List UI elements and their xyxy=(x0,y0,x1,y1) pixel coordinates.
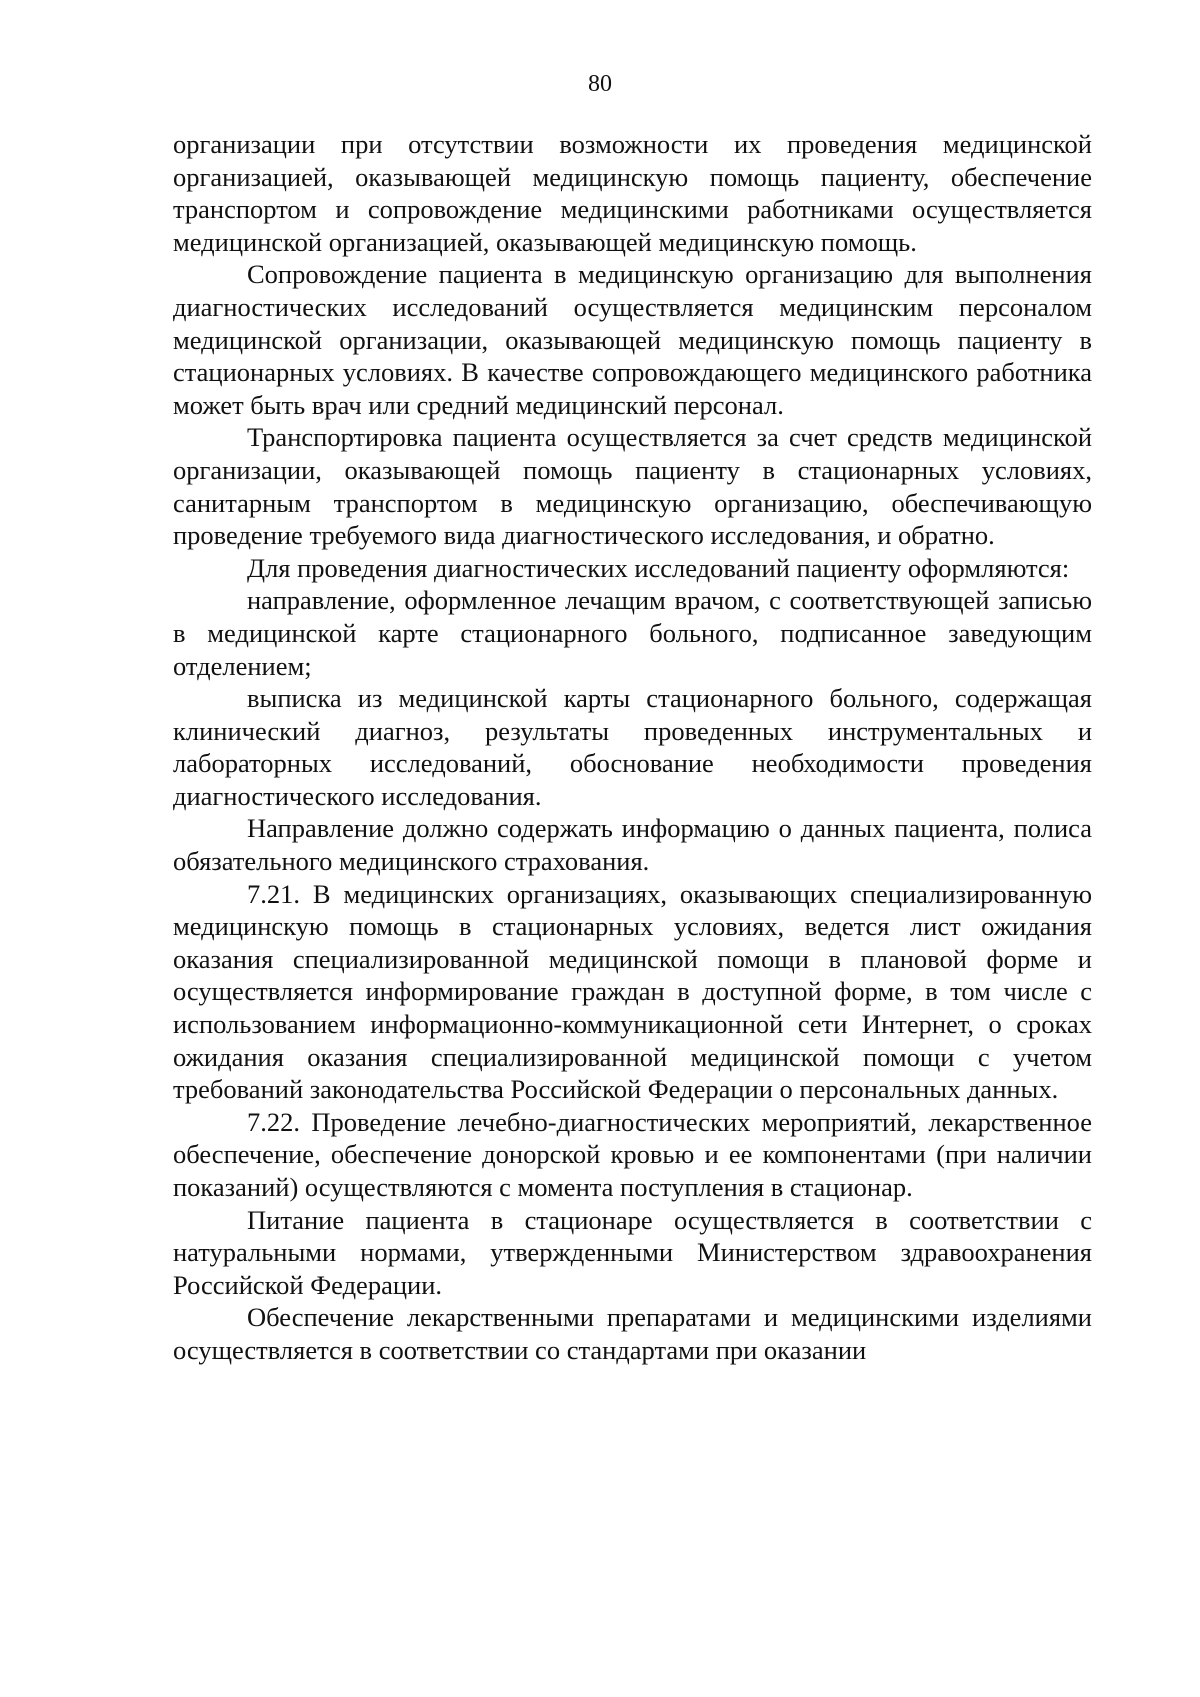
paragraph: Питание пациента в стационаре осуществляется в соответствии с натуральными нормами, утвержденными Министерством здравоохранения Российской Федерации. xyxy=(173,1204,1092,1300)
paragraph: Сопровождение пациента в медицинскую организацию для выполнения диагностических исследований осуществляется медицинским персоналом медицинской организации, оказывающей медицинскую помощь пациенту в стационарных условиях. В качестве сопровождающего медицинского работника может быть врач или средний медицинский персонал. xyxy=(173,259,1092,420)
paragraph: Транспортировка пациента осуществляется за счет средств медицинской организации, оказывающей помощь пациенту в стационарных условиях, санитарным транспортом в медицинскую организацию, обеспечивающую проведение требуемого вида диагностического исследования, и обратно. xyxy=(173,422,1092,551)
paragraph: 7.21. В медицинских организациях, оказывающих специализированную медицинскую помощь в стационарных условиях, ведется лист ожидания оказания специализированной медицинской помощи в плановой форме и осуществляется информирование граждан в доступной форме, в том числе с использованием информационно-коммуникационной сети Интернет, о сроках ожидания оказания специализированной медицинской помощи с учетом требований законодательства Российской Федерации о персональных данных. xyxy=(173,878,1092,1105)
paragraph: направление, оформленное лечащим врачом, с соответствующей записью в медицинской карте стационарного больного, подписанное заведующим отделением; xyxy=(173,585,1092,681)
document-body xyxy=(173,128,1092,1367)
paragraph: организации при отсутствии возможности их проведения медицинской организацией, оказывающей медицинскую помощь пациенту, обеспечение транспортом и сопровождение медицинскими работниками осуществляется медицинской организацией, оказывающей медицинскую помощь. xyxy=(173,129,1092,257)
paragraph: выписка из медицинской карты стационарного больного, содержащая клинический диагноз, результаты проведенных инструментальных и лабораторных исследований, обоснование необходимости проведения диагностического исследования. xyxy=(173,683,1092,811)
paragraph: Обеспечение лекарственными препаратами и медицинскими изделиями осуществляется в соответствии со стандартами при оказании xyxy=(173,1302,1092,1365)
paragraph: Направление должно содержать информацию о данных пациента, полиса обязательного медицинского страхования. xyxy=(173,813,1092,877)
paragraph: 7.22. Проведение лечебно-диагностических мероприятий, лекарственное обеспечение, обеспечение донорской кровью и ее компонентами (при наличии показаний) осуществляются с момента поступления в стационар. xyxy=(173,1106,1092,1202)
page-number: 80 xyxy=(588,71,612,97)
paragraph: Для проведения диагностических исследований пациенту оформляются: xyxy=(247,552,1070,583)
